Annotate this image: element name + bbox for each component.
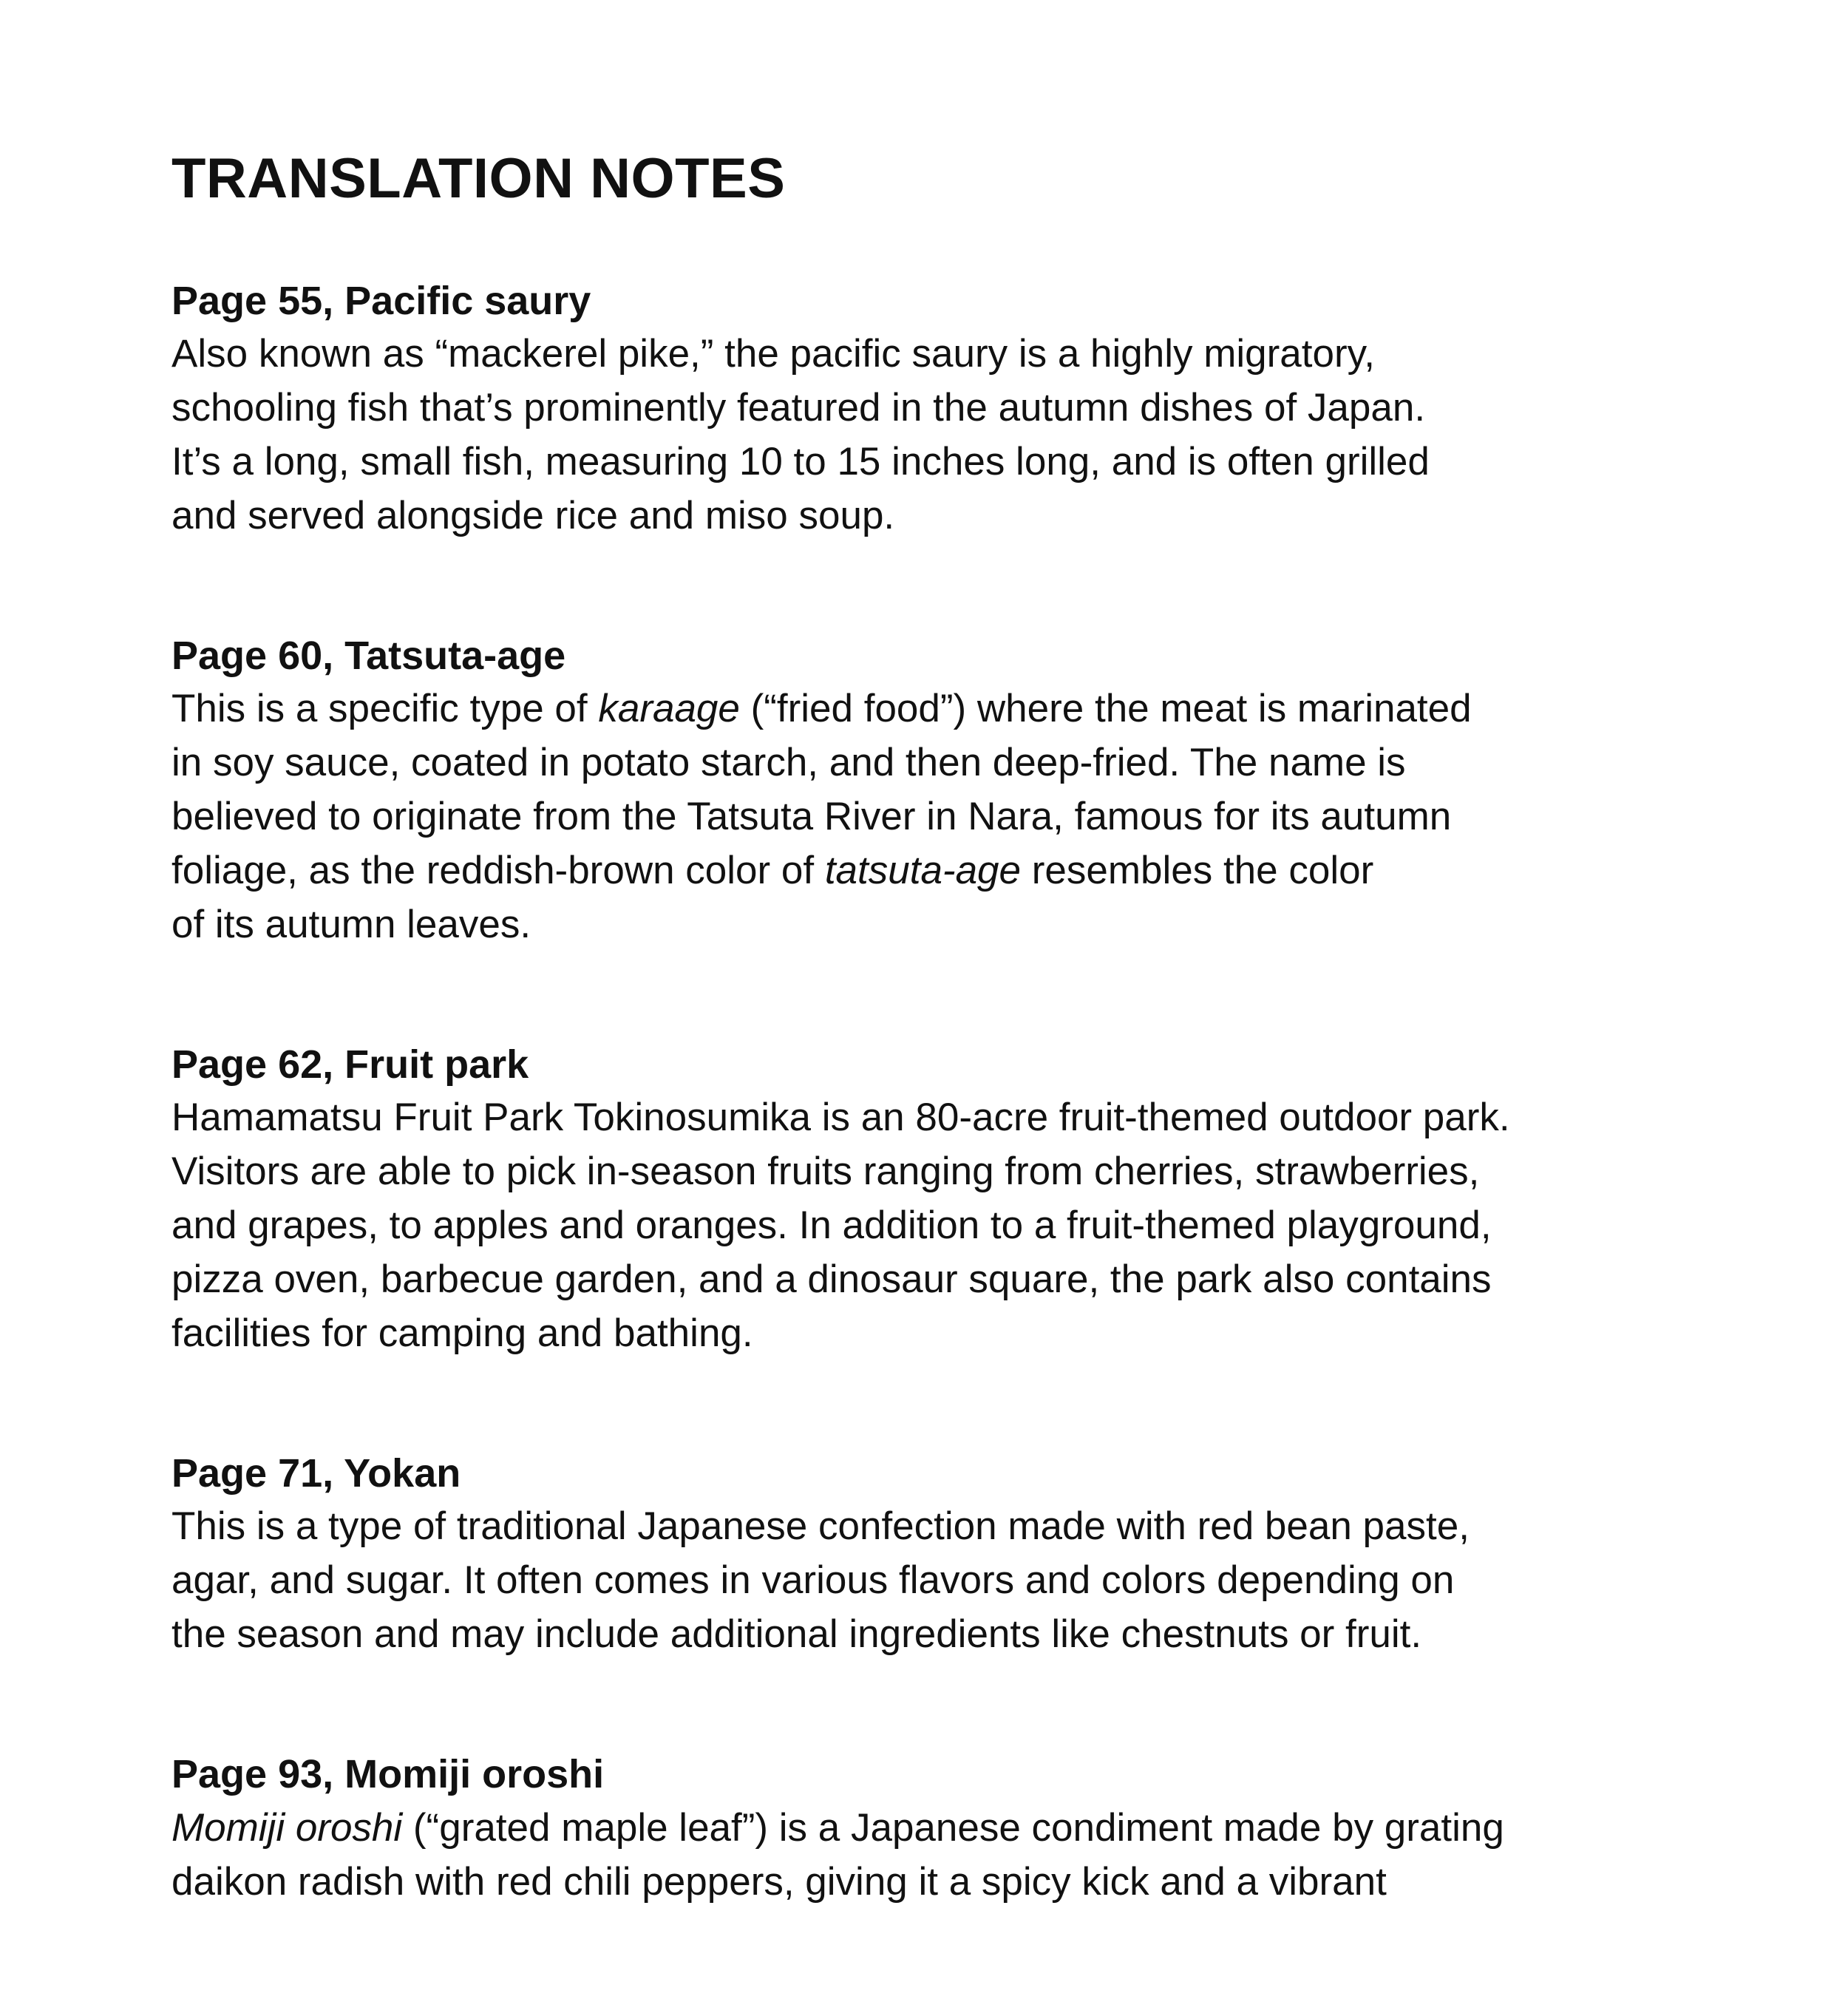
text-run: pizza oven, barbecue garden, and a dinosaur square, the park also contains <box>171 1257 1492 1302</box>
note-line <box>171 440 1430 483</box>
text-run: foliage, as the reddish-brown color of <box>171 848 825 892</box>
note-line <box>171 1558 1454 1602</box>
note-body <box>171 327 1709 543</box>
text-run: (“grated maple leaf”) is a Japanese condiment made by grating <box>402 1805 1504 1850</box>
italic-term: tatsuta-age <box>824 848 1022 892</box>
note-line <box>171 741 1406 784</box>
note-line <box>171 1257 1492 1301</box>
text-run: Hamamatsu Fruit Park Tokinosumika is an 80-acre fruit-themed outdoor park. <box>171 1096 1510 1140</box>
note-line <box>171 903 531 946</box>
translation-note <box>171 275 1709 543</box>
note-body <box>171 1801 1709 1909</box>
italic-term: Momiji oroshi <box>171 1805 403 1850</box>
translation-note <box>171 1039 1709 1360</box>
italic-term: karaage <box>598 686 740 730</box>
notes-list <box>171 275 1709 1909</box>
text-run: Also known as “mackerel pike,” the pacific saury is a highly migratory, <box>171 331 1375 376</box>
note-heading: Page 55, Pacific saury <box>171 278 591 323</box>
note-line <box>171 386 1425 430</box>
text-run: facilities for camping and bathing. <box>171 1311 753 1356</box>
text-run: schooling fish that’s prominently featured in the autumn dishes of Japan. <box>171 385 1426 430</box>
note-line <box>171 1612 1421 1656</box>
text-run: (“fried food”) where the meat is marinated <box>739 686 1472 730</box>
note-line <box>171 1860 1387 1904</box>
text-run: in soy sauce, coated in potato starch, and then deep-fried. The name is <box>171 740 1406 784</box>
text-run: This is a type of traditional Japanese confection made with red bean paste, <box>171 1504 1470 1549</box>
text-run: of its autumn leaves. <box>171 902 531 946</box>
translation-note <box>171 1748 1709 1908</box>
text-run: believed to originate from the Tatsuta River in Nara, famous for its autumn <box>171 794 1452 838</box>
note-heading: Page 60, Tatsuta-age <box>171 633 566 678</box>
note-line <box>171 1504 1470 1548</box>
text-run: agar, and sugar. It often comes in various flavors and colors depending on <box>171 1558 1455 1603</box>
note-line <box>171 687 1472 730</box>
text-run: It’s a long, small fish, measuring 10 to 15 inches long, and is often grilled <box>171 439 1430 483</box>
text-run: This is a specific type of <box>171 686 599 730</box>
text-run: and served alongside rice and miso soup. <box>171 493 895 537</box>
note-heading: Page 71, Yokan <box>171 1451 461 1496</box>
note-body <box>171 1499 1709 1661</box>
text-run: and grapes, to apples and oranges. In addition to a fruit-themed playground, <box>171 1204 1492 1248</box>
text-run: Visitors are able to pick in-season fruits ranging from cherries, strawberries, <box>171 1150 1480 1194</box>
text-run: daikon radish with red chili peppers, giving it a spicy kick and a vibrant <box>171 1859 1387 1904</box>
translation-note <box>171 630 1709 951</box>
note-line <box>171 494 894 537</box>
note-line <box>171 1204 1492 1247</box>
translation-note <box>171 1447 1709 1661</box>
document-page <box>171 148 1709 1996</box>
note-line <box>171 1150 1479 1193</box>
note-line <box>171 1096 1510 1139</box>
note-heading: Page 93, Momiji oroshi <box>171 1752 605 1797</box>
note-line <box>171 1311 753 1355</box>
note-body <box>171 682 1709 951</box>
note-body <box>171 1090 1709 1360</box>
text-run: the season and may include additional ingredients like chestnuts or fruit. <box>171 1612 1422 1657</box>
note-line <box>171 795 1451 838</box>
note-line <box>171 1806 1504 1850</box>
text-run: resembles the color <box>1021 848 1374 892</box>
note-line <box>171 332 1375 376</box>
page-title: TRANSLATION NOTES <box>171 147 786 210</box>
note-heading: Page 62, Fruit park <box>171 1042 529 1087</box>
note-line <box>171 849 1373 892</box>
